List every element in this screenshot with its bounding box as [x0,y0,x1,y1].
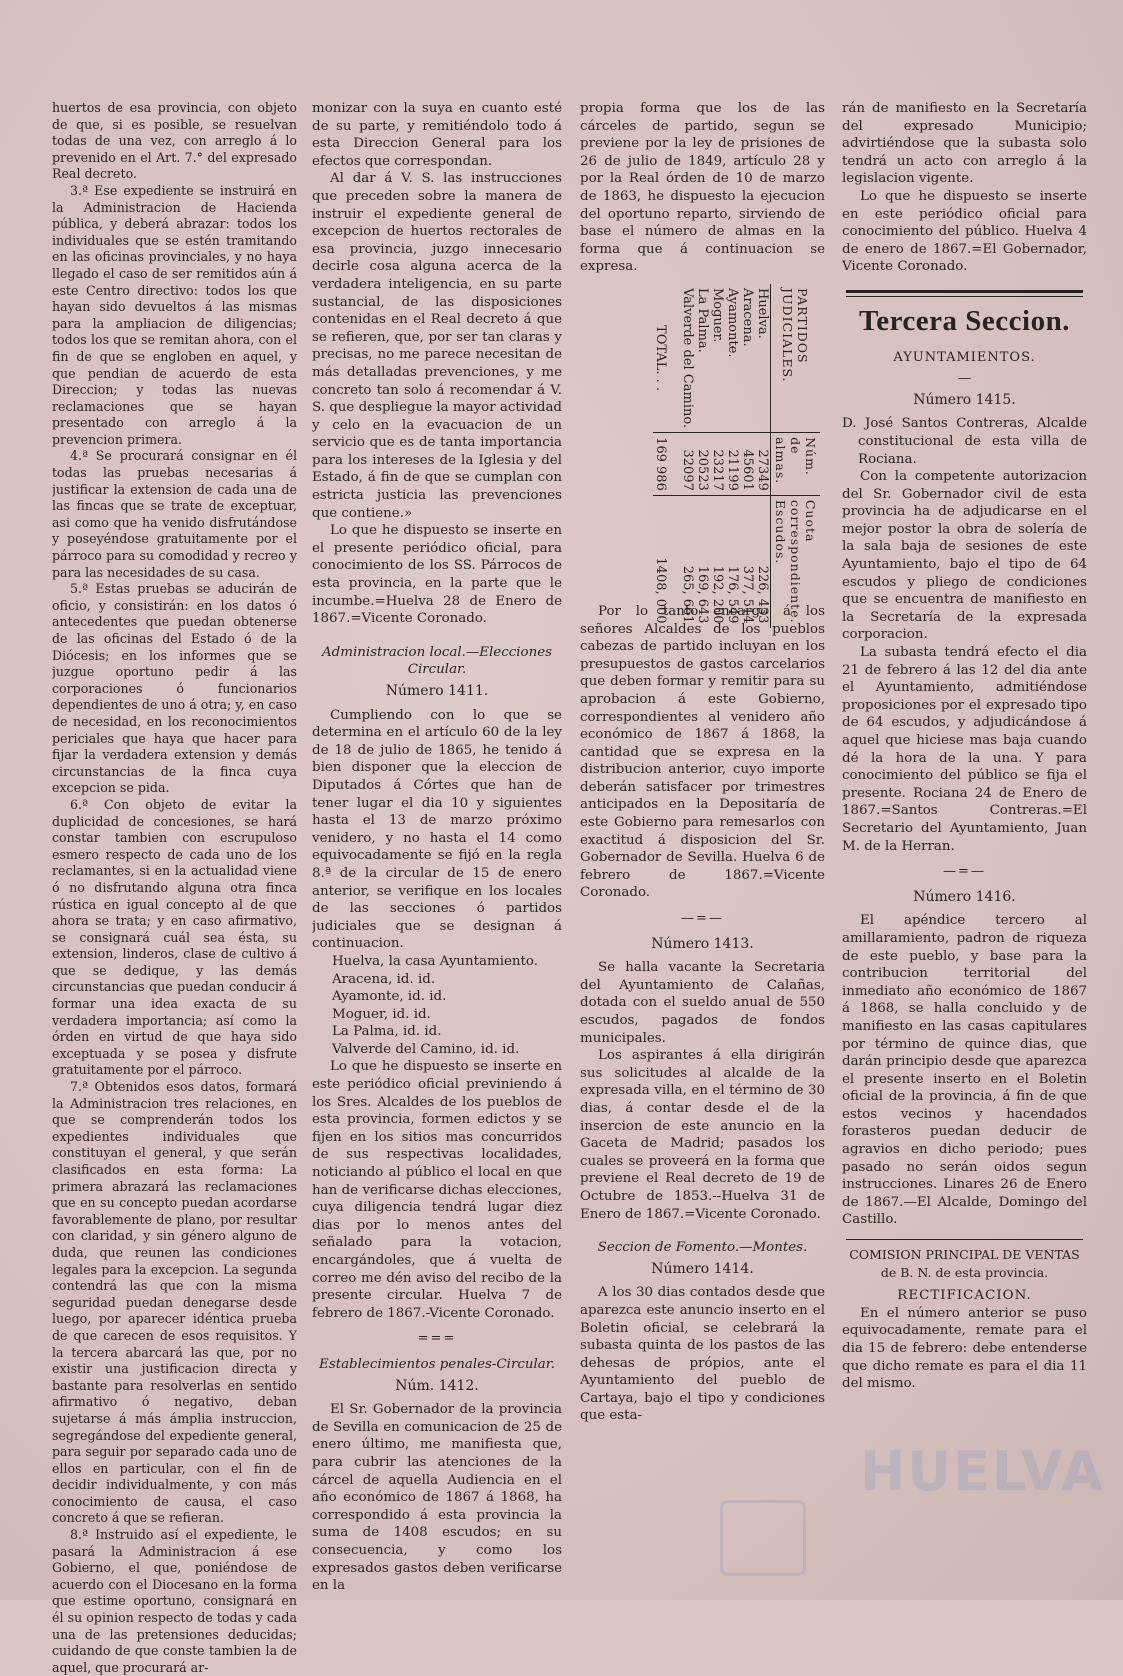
archive-stamp [720,1500,806,1576]
table-row: Aracena. 45601 377, 514 [740,284,755,628]
table-row: La Palma. 20523 169, 643 [695,284,710,628]
list-item: Moguer, id. id. [332,1006,431,1022]
distribution-table-wrapper [580,284,825,624]
paragraph: monizar con la suya en cuanto esté de su parte, y remitiéndolo todo á esta Direccion General para los efectos que correspondan. [312,101,562,169]
paragraph: 4.ª Se procurará consignar en él todas las pruebas necesarias á justificar la extension de cada una de las fincas que se trate de exceptuar, asi como que ha venido disfrutándose y poseyéndose gratuitamente por el párroco para su comodidad y recreo y para las necesidades de su casa. [52,448,297,580]
list-item: Aracena, id. id. [332,971,436,987]
rectification-heading: RECTIFICACION. [897,1288,1032,1304]
paragraph: D. José Santos Contreras, Alcalde constitucional de esta villa de Rociana. [842,416,1087,467]
paragraph: 8.ª Instruido así el expediente, le pasará la Administracion á ese Gobierno, el que, poniéndose de acuerdo con el Diocesano en la forma que estime oportuno, consignará en él su opinion respecto de todas y cada una de las pretensiones deducidas; cuidando de que conste tambien la de aquel, que procurará ar- [52,1527,297,1675]
paragraph: rán de manifiesto en la Secretaría del expresado Municipio; advirtiéndose que la subasta solo tendrá un acto con arreglo á la legislacion vigente. [842,101,1087,187]
paragraph: Con la competente autorizacion del Sr. Gobernador civil de esta provincia ha de adjudicarse en el mejor postor la obra de solería de la sala baja de sesiones de este Ayuntamiento, bajo el tipo de 64 escudos y pliego de condiciones que se encuentra de manifiesto en la Secretaría de la expresada corporacion. [842,469,1087,643]
paragraph: A los 30 dias contados desde que aparezca este anuncio inserto en el Boletin oficial, se celebrará la subasta quinta de los pastos de las dehesas de própios, ante el Ayuntamiento del pueblo de Cartaya, bajo el tipo y condiciones que esta- [580,1285,825,1424]
section-heading: Administracion local.—Elecciones Circular. [322,644,552,678]
paragraph: 6.ª Con objeto de evitar la duplicidad de concesiones, se hará constar tambien con escrupuloso esmero respecto de cada uno de los reclamantes, si en la actualidad viene ó no disfrutando alguna otra finca rústica en igual concepto al de que ahora se trata; y en caso afirmativo, se consignará cuál sea ésta, su extension, linderos, clase de cultivo á que se dedique, y las demás circunstancias que puedan conducir á formar una idea exacta de su verdadera importancia; así como la órden en virtud de que haya sido exceptuada y se posea y disfrute gratuitamente por el párroco. [52,796,297,1078]
divider: —=— [681,911,724,927]
divider: —=— [943,864,986,880]
section-heading: Establecimientos penales-Circular. [319,1356,555,1372]
distribution-table [580,284,820,624]
table-row: Huelva. 27349 226, 433 [755,284,771,628]
list-item: Valverde del Camino, id. id. [332,1041,520,1057]
column-2 [312,100,562,1595]
table-header: PARTIDOS JUDICIALES. [771,284,821,433]
paragraph: propia forma que los de las cárceles de partido, segun se previene por la ley de prisiones de 26 de julio de 1849, artículo 28 y por la Real órden de 10 de marzo de 1863, he dispuesto la ejecucion del oportuno reparto, sirviendo de base el número de almas en la forma que á continuacion se expresa. [580,101,825,275]
section-title: Tercera Seccion. [859,304,1070,337]
paragraph: El Sr. Gobernador de la provincia de Sevilla en comunicacion de 25 de enero último, me manifiesta que, para cubrir las atenciones de la cárcel de aquella Audiencia en el año económico de 1867 á 1868, ha correspondido á esta provincia la suma de 1408 escudos; en su consecuencia, y como los expresados gastos deben verificarse en la [312,1402,562,1594]
double-rule [846,290,1083,293]
notice-number: Número 1414. [651,1260,754,1277]
paragraph: Cumpliendo con lo que se determina en el artículo 60 de la ley de 18 de julio de 1865, he tenido á bien disponer que la eleccion de Diputados á Córtes que han de tener lugar el dia 10 y siguientes hasta el 13 de marzo próximo venidero, y no hasta el 14 como equivocadamente se fijó en la regla 8.ª de la circular de 15 de enero anterior, se verifique en los locales de las secciones ó partidos judiciales que se designan á continuacion. [312,707,562,952]
notice-number: Número 1413. [651,935,754,952]
list-item: Huelva, la casa Ayuntamiento. [332,953,538,969]
huelva-watermark: HUELVA [860,1440,1105,1503]
section-heading: Seccion de Fomento.—Montes. [597,1240,808,1256]
paragraph: Por lo tanto encargo á los señores Alcaldes de los pueblos cabezas de partido incluyan en los presupuestos de gastos carcelarios que deben formar y remitir para su aprobacion á este Gobierno, correspondientes al venidero año económico de 1867 á 1868, la cantidad que se expresa en la distribucion anterior, cuyo importe deberán satisfacer por trimestres anticipados en la Depositaría de este Gobierno para remesarlos con exactitud á disposicion del Sr. Gobernador de Sevilla. Huelva 6 de febrero de 1867.=Vicente Coronado. [580,603,825,901]
paragraph: En el número anterior se puso equivocadamente, remate para el dia 15 de febrero: debe entenderse que dicho remate es para el dia 11 del mismo. [842,1305,1087,1392]
table-total-row: TOTAL. . . 169 986 1408, 000 [653,284,680,628]
commission-heading: COMISION PRINCIPAL DE VENTAS de B. N. de esta provincia. [849,1247,1080,1280]
notice-number: Número 1415. [913,391,1016,408]
paragraph: Se halla vacante la Secretaria del Ayuntamiento de Calañas, dotada con el sueldo anual de 550 escudos, pagados de fondos municipales. [580,960,825,1046]
notice-number: Núm. 1412. [395,1377,479,1394]
divider-rule [846,1239,1083,1240]
notice-number: Número 1416. [913,888,1016,905]
column-4 [842,100,1087,1393]
paragraph: Los aspirantes á ella dirigirán sus solicitudes al alcalde de la expresada villa, en el término de 30 dias, á contar desde el de la insercion de este anuncio en la Gaceta de Madrid; pasados los cuales se proveerá en la forma que previene el Real decreto de 19 de Octubre de 1853.--Huelva 31 de Enero de 1867.=Vicente Coronado. [580,1048,825,1222]
paragraph: Lo que he dispuesto se inserte en este periódico oficial para conocimiento del público. Huelva 4 de enero de 1867.=El Gobernador, Vicente Coronado. [842,188,1087,275]
divider: — [957,371,972,387]
paragraph: Lo que he dispuesto se inserte en el presente periódico oficial, para conocimiento de los SS. Párrocos de esta provincia, en la parte que le incumbe.=Huelva 28 de Enero de 1867.=Vicente Coronado. [312,523,562,627]
paragraph: Lo que he dispuesto se inserte en este periódico oficial previniendo á los Sres. Alcaldes de los pueblos de esta provincia, formen edictos y se fijen en los sitios mas concurridos de sus respectivas localidades, noticiando al público el local en que han de verificarse dichas elecciones, cuya diligencia tendrá lugar diez dias por lo menos antes del señalado para la votacion, encargándoles, que á vuelta de correo me dén aviso del recibo de la presente circular. Huelva 7 de febrero de 1867.-Vicente Coronado. [312,1059,562,1321]
column-3 [580,100,825,1425]
paragraph: 3.ª Ese expediente se instruirá en la Administracion de Hacienda pública, y deberá abrazar: todos los individuales que se estén tramitando en las oficinas provinciales, y no haya llegado el caso de ser remitidos aún á este Centro directivo: todos los que hayan sido devueltos á las mismas para la ampliacion de diligencias; todos los que se remitan ahora, con el fin de que se engloben en aquel, y que pendian de acuerdo de esta Direccion; y todas las nuevas reclamaciones que se hayan presentado con arreglo á la prevencion primera. [52,182,297,447]
notice-number: Número 1411. [385,683,489,699]
double-rule [846,296,1083,297]
column-1 [52,100,297,1676]
section-subtitle: AYUNTAMIENTOS. [893,349,1036,365]
paragraph: 5.ª Estas pruebas se aducirán de oficio, y consistirán: en los datos ó antecedentes que puedan obtenerse de las oficinas del Estado ó de la Diócesis; en los informes que se juzgue oportuno pedir á las corporaciones ó funcionarios dependientes de uno á otra; y, en caso de necesidad, en los reconocimientos periciales que haya que hacer para fijar la verdadera extension y demás circunstancias de la finca cuya excepcion se pida. [52,581,297,796]
table-header: Cuota correspondiente. Escudos. [771,495,821,627]
table-row: Moguer. 23217 192, 200 [710,284,725,628]
table-header: Núm. de almas. [771,433,821,496]
list-item: La Palma, id. id. [332,1024,442,1040]
paragraph: 7.ª Obtenidos esos datos, formará la Administracion tres relaciones, en que se comprenderán todos los expedientes individuales que constituyan el general, y que serán clasificados en esta forma: La primera abrazará las reclamaciones que en su concepto puedan acordarse favorablemente de plano, por resultar con claridad, y sin género alguno de duda, que reunen las condiciones legales para la excepcion. La segunda contendrá las que con la misma seguridad puedan denegarse desde luego, por aparecer idéntica prueba de que carecen de esos requisitos. Y la tercera abarcará las que, por no existir una justificacion directa y bastante para resolverlas en sentido afirmativo ó negativo, deban sujetarse á más ámplia instruccion, segregándose del expediente general, para seguir por separado cada uno de ellos en particular, con el fin de decidir individualmente, y con más conocimiento de causa, el caso concreto á que se refieran. [52,1079,297,1526]
paragraph: La subasta tendrá efecto el dia 21 de febrero á las 12 del dia ante el Ayuntamiento, admitiéndose proposiciones por el expresado tipo de 64 escudos, y adjudicándose á aquel que hiciese mas baja cuando dé la hora de la una. Y para conocimiento del público se fija el presente. Rociana 24 de Enero de 1867.=Santos Contreras.=El Secretario del Ayuntamiento, Juan M. de la Herran. [842,645,1087,854]
paragraph: El apéndice tercero al amillaramiento, padron de riqueza de este pueblo, y base para la contribucion territorial del inmediato año económico de 1867 á 1868, se halla concluido y de manifiesto en las casas capitulares por término de quince dias, que darán principio desde que aparezca el presente inserto en el Boletin oficial de la provincia, á fin de que estos vecinos y hacendados forasteros puedan deducir de agravios en dicho periodo; pues pasado no serán oidos segun instrucciones. Linares 26 de Enero de 1867.—El Alcalde, Domingo del Castillo. [842,913,1087,1228]
list-item: Ayamonte, id. id. [332,989,447,1005]
table-row: Ayamonte. 21199 176, 549 [725,284,740,628]
divider: === [417,1331,457,1347]
table-row: Valverde del Camino. 32097 265, 661 [680,284,695,628]
paragraph: Al dar á V. S. las instrucciones que preceden sobre la manera de instruir el expediente general de excepcion de huertos rectorales de esa provincia, juzgo innecesario decirle cosa alguna acerca de la verdadera inteligencia, en su parte sustancial, de las disposiciones contenidas en el Real decreto á que se refieren, que, por ser tan claras y precisas, no me parece necesitan de más detalladas prevenciones, y me concreto tan solo á recomendar á V. S. que despliegue la mayor actividad y celo en la evacuacion de un servicio que es de tanta importancia para los intereses de la Iglesia y del Estado, á fin de que se cumplan con estricta justicia las prevenciones que contiene.» [312,171,562,521]
paragraph: huertos de esa provincia, con objeto de que, si es posible, se resuelvan todas de una vez, con arreglo á lo prevenido en el Art. 7.° del expresado Real decreto. [52,100,297,182]
